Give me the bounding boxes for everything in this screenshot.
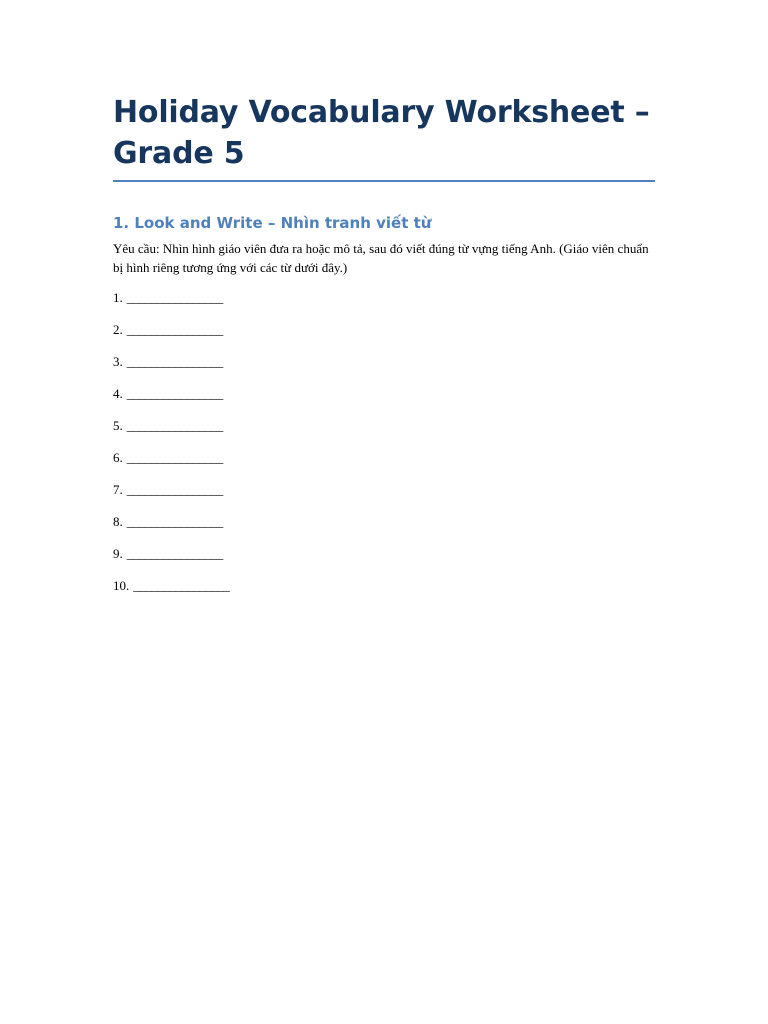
answer-number: 2. xyxy=(113,322,123,337)
answer-item xyxy=(113,480,655,500)
answer-item xyxy=(113,448,655,468)
answer-blank: ________________ xyxy=(126,482,223,497)
answer-number: 5. xyxy=(113,418,123,433)
answer-number: 1. xyxy=(113,290,123,305)
answer-number: 7. xyxy=(113,482,123,497)
answer-blank: ________________ xyxy=(126,546,223,561)
answer-item xyxy=(113,512,655,532)
answer-list xyxy=(113,288,655,596)
answer-blank: ________________ xyxy=(126,514,223,529)
answer-blank: ________________ xyxy=(126,450,223,465)
answer-blank: ________________ xyxy=(126,386,223,401)
answer-item xyxy=(113,288,655,308)
answer-blank: ________________ xyxy=(133,578,230,593)
answer-number: 9. xyxy=(113,546,123,561)
worksheet-page xyxy=(113,92,655,608)
answer-item xyxy=(113,320,655,340)
answer-item xyxy=(113,544,655,564)
answer-number: 8. xyxy=(113,514,123,529)
answer-number: 4. xyxy=(113,386,123,401)
answer-item xyxy=(113,352,655,372)
answer-blank: ________________ xyxy=(126,290,223,305)
answer-blank: ________________ xyxy=(126,354,223,369)
section-instruction: Yêu cầu: Nhìn hình giáo viên đưa ra hoặc mô tả, sau đó viết đúng từ vựng tiếng Anh. (Giáo viên chuẩn bị hình riêng tương ứng với các từ dưới đây.) xyxy=(113,241,649,275)
section-heading: 1. Look and Write – Nhìn tranh viết từ xyxy=(113,214,432,232)
answer-blank: ________________ xyxy=(126,322,223,337)
answer-number: 3. xyxy=(113,354,123,369)
answer-item xyxy=(113,576,655,596)
page-title: Holiday Vocabulary Worksheet – Grade 5 xyxy=(113,92,655,182)
answer-item xyxy=(113,416,655,436)
answer-number: 6. xyxy=(113,450,123,465)
answer-blank: ________________ xyxy=(126,418,223,433)
answer-number: 10. xyxy=(113,578,130,593)
answer-item xyxy=(113,384,655,404)
